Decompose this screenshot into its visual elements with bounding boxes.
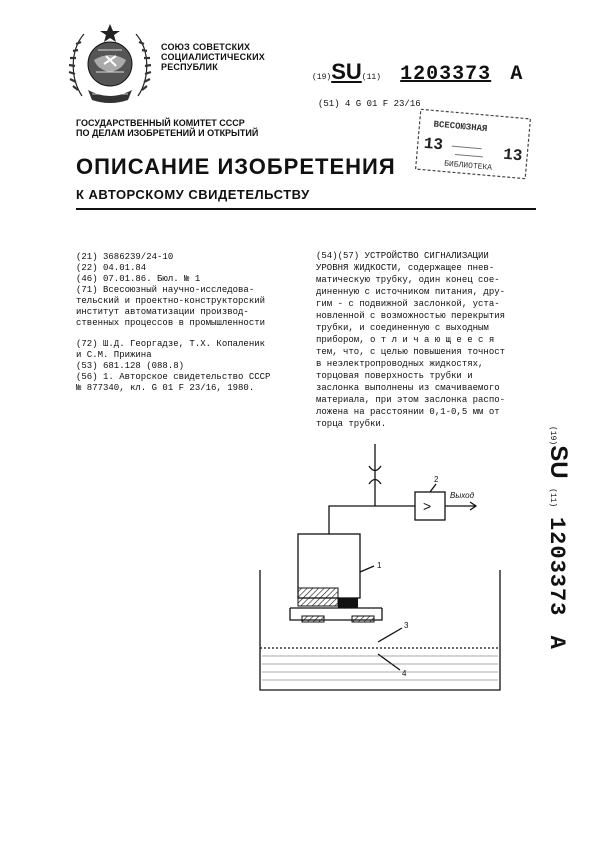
side-patent-number (538, 426, 578, 666)
abstract-line: гим - с подвижной заслонкой, уста- (316, 299, 500, 309)
label-1: 1 (377, 561, 382, 570)
flap (338, 598, 358, 608)
ussr-emblem (68, 20, 152, 106)
stamp-line-3: БИБЛИОТЕКА (443, 159, 493, 173)
abstract (316, 250, 538, 430)
abstract-line: прибором, о т л и ч а ю щ е е с я (316, 335, 495, 345)
base-hatch-right (352, 616, 374, 622)
committee-line-1: ГОСУДАРСТВЕННЫЙ КОМИТЕТ СССР (76, 118, 245, 128)
abstract-line: трубки, и соединенную с выходным (316, 323, 489, 333)
patent-kind: A (510, 63, 523, 86)
base-hatch-left (302, 616, 324, 622)
biblio-line: (56) 1. Авторское свидетельство СССР (76, 372, 271, 382)
side-inid-19: (19) (548, 426, 557, 446)
ipc-classification: (51) 4 G 01 F 23/16 (318, 99, 421, 109)
biblio-line: (21) 3686239/24-10 (76, 252, 174, 262)
biblio-line: (71) Всесоюзный научно-исследова- (76, 285, 255, 295)
side-patent-kind: A (544, 635, 569, 649)
liquid-fill (262, 656, 498, 680)
org-line-2: СОЦИАЛИСТИЧЕСКИХ (161, 52, 265, 62)
amplifier-symbol: > (423, 498, 432, 514)
biblio-line: и С.М. Прижина (76, 350, 152, 360)
library-stamp (409, 103, 537, 185)
biblio-line: институт автоматизации производ- (76, 307, 249, 317)
abstract-line: торцовая поверхность трубки и (316, 371, 473, 381)
side-country-code: SU (545, 445, 572, 479)
biblio-line: ственных процессов в промышленности (76, 318, 266, 328)
biblio-line: (72) Ш.Д. Георгадзе, Т.Х. Копаленик (76, 339, 266, 349)
stamp-number-left: 13 (423, 134, 444, 155)
stamp-line-1: ВСЕСОЮЗНАЯ (433, 119, 488, 135)
biblio-line: тельский и проектно-конструкторский (76, 296, 266, 306)
abstract-line: торца трубки. (316, 419, 387, 429)
inid-11: (11) (361, 73, 381, 82)
committee-name (76, 118, 258, 138)
country-code: SU (331, 59, 362, 84)
abstract-line: в неэлектропроводных жидкостях, (316, 359, 484, 369)
abstract-line: УРОВНЯ ЖИДКОСТИ, содержащее пнев- (316, 263, 495, 273)
abstract-line: (54)(57) УСТРОЙСТВО СИГНАЛИЗАЦИИ (316, 251, 489, 261)
document-title: ОПИСАНИЕ ИЗОБРЕТЕНИЯ (76, 154, 396, 179)
abstract-line: заслонка выполнены из смачиваемого (316, 383, 500, 393)
org-line-3: РЕСПУБЛИК (161, 62, 218, 72)
output-label: Выход (450, 491, 475, 500)
biblio-line: (46) 07.01.86. Бюл. № 1 (76, 274, 201, 284)
leader-2 (430, 484, 436, 492)
abstract-line: диненную с источником питания, дру- (316, 287, 506, 297)
committee-line-2: ПО ДЕЛАМ ИЗОБРЕТЕНИЙ И ОТКРЫТИЙ (76, 128, 259, 138)
inid-19: (19) (312, 73, 332, 82)
label-4: 4 (402, 669, 407, 678)
stamp-number-right: 13 (502, 145, 524, 166)
abstract-line: материала, при этом заслонка распо- (316, 395, 506, 405)
header-rule (76, 208, 536, 210)
bibliographic-data (76, 252, 291, 394)
patent-number: 1203373 (400, 63, 492, 86)
patent-number-block (312, 59, 522, 86)
leader-3 (378, 628, 402, 642)
side-patent-number-value: 1203373 (544, 516, 569, 617)
biblio-line: (53) 681.128 (088.8) (76, 361, 185, 371)
leader-1 (360, 566, 374, 572)
biblio-line: (22) 04.01.84 (76, 263, 147, 273)
tube-section (298, 588, 338, 606)
leader-4 (378, 654, 400, 670)
organization-name (161, 42, 265, 72)
document-subtitle: К АВТОРСКОМУ СВИДЕТЕЛЬСТВУ (76, 187, 310, 202)
org-line-1: СОЮЗ СОВЕТСКИХ (161, 42, 251, 52)
side-inid-11: (11) (548, 488, 557, 508)
abstract-line: тем, что, с целью повышения точност (316, 347, 506, 357)
label-3: 3 (404, 621, 409, 630)
label-2: 2 (434, 475, 439, 484)
abstract-line: новленной с возможностью перекрытия (316, 311, 506, 321)
abstract-line: ложена на расстоянии 0,1-0,5 мм от (316, 407, 500, 417)
biblio-line: № 877340, кл. G 01 F 23/16, 1980. (76, 383, 255, 393)
device-schematic (240, 440, 540, 700)
tube-connection (329, 506, 375, 534)
abstract-line: матическую трубку, один конец сое- (316, 275, 500, 285)
